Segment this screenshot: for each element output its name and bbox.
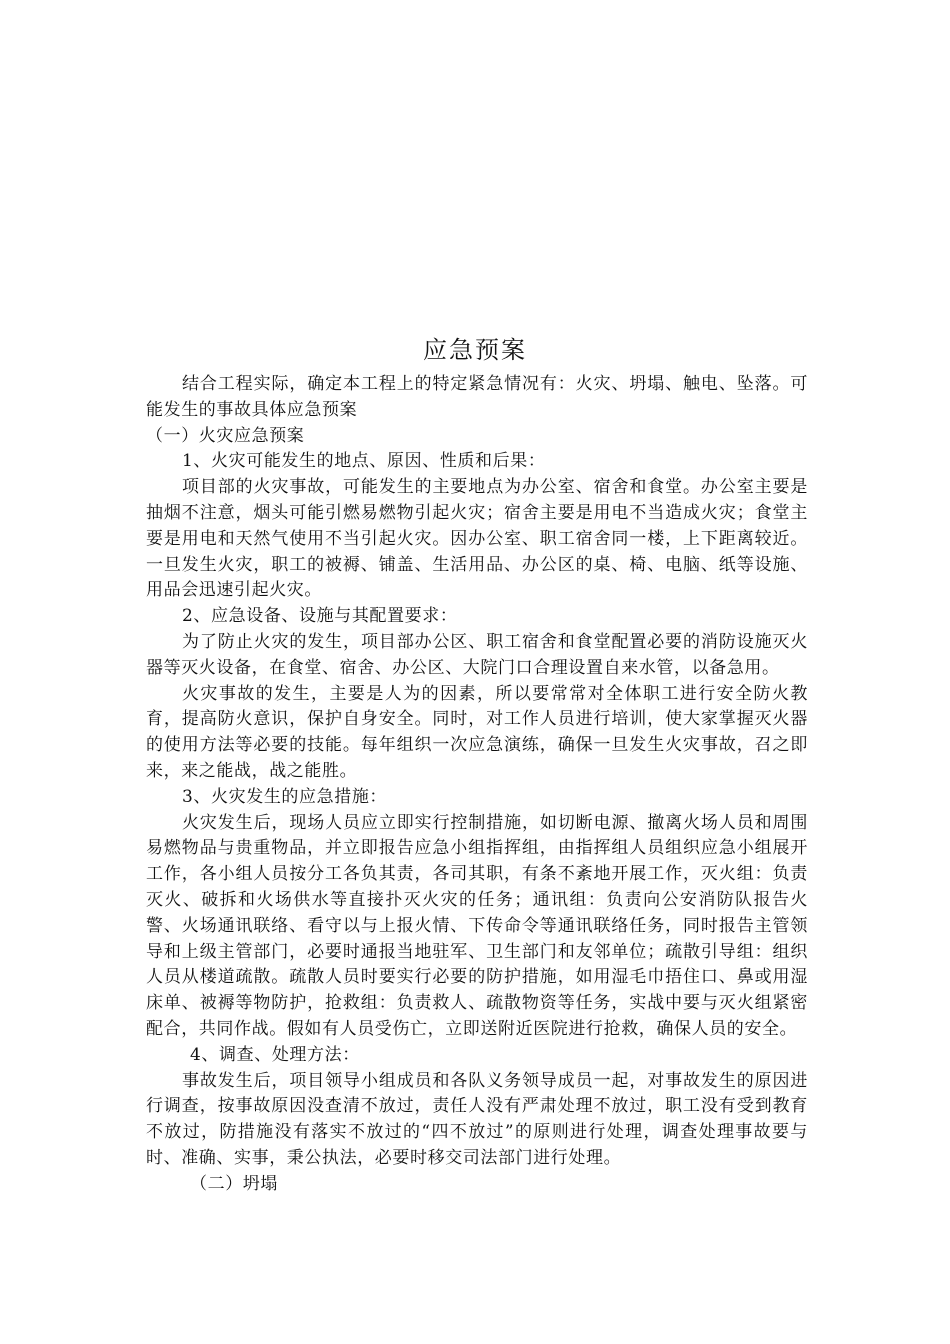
paragraph-measures: 火灾发生后，现场人员应立即实行控制措施，如切断电源、撤离火场人员和周围易燃物品与贵重物品，并立即报告应急小组指挥组，由指挥组人员组织应急小组展开工作，各小组人员按分工各负其责，各司其职，有条不紊地开展工作，灭火组：负责灭火、破拆和火场供水等直接扑灭火灾的任务；通讯组：负责向公安消防队报告火警、火场通讯联络、看守以与上报火情、下传命令等通讯联络任务，同时报告主管领导和上级主管部门，必要时通报当地驻军、卫生部门和友邻单位；疏散引导组：组织人员从楼道疏散。疏散人员时要实行必要的防护措施，如用湿毛巾捂住口、鼻或用湿床单、被褥等物防护，抢救组：负责救人、疏散物资等任务，实战中要与灭火组紧密配合，共同作战。假如有人员受伤亡，立即送附近医院进行抢救，确保人员的安全。 — [146, 812, 808, 1039]
intro-paragraph: 结合工程实际，确定本工程上的特定紧急情况有：火灾、坍塌、触电、坠落。可能发生的事故具体应急预案 — [146, 374, 808, 420]
paragraph-training: 火灾事故的发生，主要是人为的因素，所以要常常对全体职工进行安全防火教育，提高防火意识，保护自身安全。同时，对工作人员进行培训，使大家掌握灭火器的使用方法等必要的技能。每年组织一次应急演练，确保一旦发生火灾事故，召之即来，来之能战，战之能胜。 — [146, 683, 808, 781]
document-body — [146, 372, 808, 1198]
subheading-fire-location: 1、火灾可能发生的地点、原因、性质和后果： — [182, 451, 546, 472]
paragraph-fire-location: 项目部的火灾事故，可能发生的主要地点为办公室、宿舍和食堂。办公室主要是抽烟不注意，烟头可能引燃易燃物引起火灾；宿舍主要是用电不当造成火灾；食堂主要是用电和天然气使用不当引起火灾。因办公室、职工宿舍同一楼，上下距离较近。一旦发生火灾，职工的被褥、铺盖、生活用品、办公区的桌、椅、电脑、纸等设施、用品会迅速引起火灾。 — [146, 477, 808, 601]
subheading-investigation: 4、调查、处理方法： — [190, 1044, 360, 1065]
subheading-equipment: 2、应急设备、设施与其配置要求： — [182, 606, 458, 627]
section-heading-fire: （一）火灾应急预案 — [146, 425, 305, 446]
paragraph-investigation: 事故发生后，项目领导小组成员和各队义务领导成员一起，对事故发生的原因进行调查，按事故原因没查清不放过，责任人没有严肃处理不放过，职工没有受到教育不放过，防措施没有落实不放过的“四不放过”的原则进行处理，调查处理事故要与时、准确、实事，秉公执法，必要时移交司法部门进行处理。 — [146, 1070, 808, 1168]
section-heading-collapse: （二）坍塌 — [190, 1173, 278, 1194]
document-title: 应急预案 — [423, 336, 527, 364]
subheading-measures: 3、火灾发生的应急措施： — [182, 786, 388, 807]
paragraph-equipment: 为了防止火灾的发生，项目部办公区、职工宿舍和食堂配置必要的消防设施灭火器等灭火设备，在食堂、宿舍、办公区、大院门口合理设置自来水管，以备急用。 — [146, 631, 808, 678]
